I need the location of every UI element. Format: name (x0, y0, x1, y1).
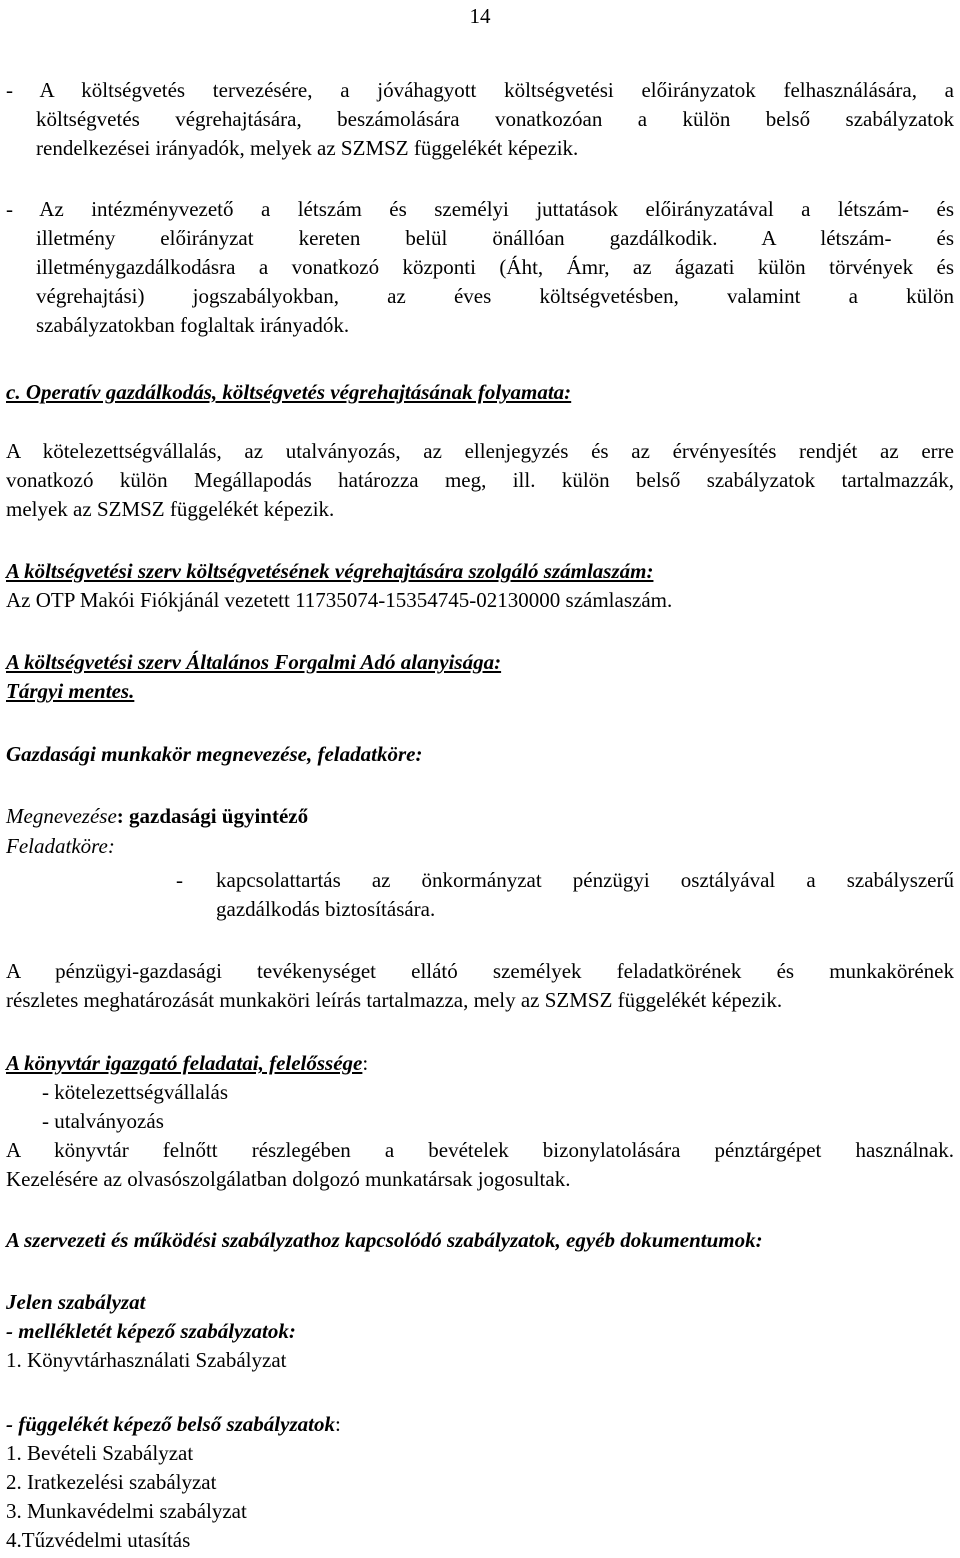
account-text: Az OTP Makói Fiókjánál vezetett 11735074-15354745-02130000 számlaszám. (6, 588, 673, 612)
job-name-row (6, 802, 954, 831)
library-heading: A könyvtár igazgató feladatai, felelőssége (6, 1051, 363, 1075)
job-tasks-label: Feladatköre: (6, 834, 115, 858)
account-section (6, 557, 954, 615)
paragraph-budget-planning (6, 76, 954, 163)
docs-appendix-heading: - függelékét képező belső szabályzatok (6, 1412, 335, 1436)
library-heading-colon: : (362, 1051, 369, 1075)
section-c-heading (6, 378, 954, 407)
section-heading-text: c. Operatív gazdálkodás, költségvetés végrehajtásának folyamata: (6, 380, 572, 404)
vat-value: Tárgyi mentes. (6, 679, 135, 703)
library-item: - kötelezettségvállalás (42, 1080, 228, 1104)
docs-appendix-item: 1. Bevételi Szabályzat (6, 1441, 194, 1465)
docs-appendix-item: 4.Tűzvédelmi utasítás (6, 1528, 191, 1552)
docs-current-block (6, 1288, 954, 1375)
docs-heading-text: A szervezeti és működési szabályzathoz kapcsolódó szabályzatok, egyéb dokumentumok: (6, 1228, 763, 1252)
paragraph-commitments (6, 437, 954, 524)
job-tasks-label-row (6, 832, 954, 861)
paragraph-financial-staff (6, 957, 954, 1015)
paragraph-headcount (6, 195, 954, 340)
text-line: költségvetés végrehajtására, beszámolására vonatkozóan a külön belső szabályzatok (36, 107, 954, 131)
job-name-value: gazdasági ügyintéző (129, 804, 309, 828)
job-name-label: Megnevezése (6, 804, 117, 828)
docs-annex-heading: - mellékletét képező szabályzatok: (6, 1319, 296, 1343)
account-heading: A költségvetési szerv költségvetésének végrehajtására szolgáló számlaszám: (6, 559, 654, 583)
text-line: A kötelezettségvállalás, az utalványozás, az ellenjegyzés és az érvényesítés rendjét az erre (6, 439, 954, 463)
library-section (6, 1049, 954, 1194)
text-line: illetmény előirányzat kereten belül önállóan gazdálkodik. A létszám- és (36, 226, 954, 250)
library-heading-row (6, 1049, 954, 1078)
docs-appendix-item: 3. Munkavédelmi szabályzat (6, 1499, 247, 1523)
docs-appendix-colon: : (334, 1412, 341, 1436)
vat-heading: A költségvetési szerv Általános Forgalmi Adó alanyisága: (6, 650, 502, 674)
text-line: A pénzügyi-gazdasági tevékenységet ellátó személyek feladatkörének és munkakörének (6, 959, 954, 983)
text-line: melyek az SZMSZ függelékét képezik. (6, 497, 335, 521)
docs-appendix-block (6, 1410, 954, 1555)
text-line: gazdálkodás biztosítására. (216, 897, 436, 921)
text-line: kapcsolattartás az önkormányzat pénzügyi osztályával a szabályszerű (216, 868, 954, 892)
text-line: Kezelésére az olvasószolgálatban dolgozó munkatársak jogosultak. (6, 1167, 571, 1191)
docs-annex-item: 1. Könyvtárhasználati Szabályzat (6, 1348, 287, 1372)
task-text (216, 866, 954, 924)
text-line: illetménygazdálkodásra a vonatkozó központi (Áht, Ámr, az ágazati külön törvények és (36, 255, 954, 279)
page-number: 14 (469, 4, 491, 28)
job-heading-text: Gazdasági munkakör megnevezése, feladatköre: (6, 742, 423, 766)
task-dash: - (176, 868, 183, 892)
text-line: szabályzatokban foglaltak irányadók. (36, 313, 350, 337)
text-line: A könyvtár felnőtt részlegében a bevételek bizonylatolására pénztárgépet használnak. (6, 1138, 954, 1162)
docs-heading (6, 1226, 954, 1255)
text-line: rendelkezései irányadók, melyek az SZMSZ függelékét képezik. (36, 136, 579, 160)
job-heading (6, 740, 954, 769)
text-line: - Az intézményvezető a létszám és személyi juttatások előirányzatával a létszám- és (6, 197, 954, 221)
text-line: - A költségvetés tervezésére, a jóváhagyott költségvetési előirányzatok felhasználására, a (6, 78, 954, 102)
library-item: - utalványozás (42, 1109, 164, 1133)
docs-current: Jelen szabályzat (6, 1290, 146, 1314)
vat-section (6, 648, 954, 706)
docs-appendix-heading-row (6, 1410, 954, 1439)
text-line: vonatkozó külön Megállapodás határozza meg, ill. külön belső szabályzatok tartalmazzák, (6, 468, 954, 492)
text-line: részletes meghatározását munkaköri leírás tartalmazza, mely az SZMSZ függelékét képezik. (6, 988, 783, 1012)
job-task-item (0, 866, 960, 926)
text-line: végrehajtási) jogszabályokban, az éves költségvetésben, valamint a külön (36, 284, 954, 308)
docs-appendix-item: 2. Iratkezelési szabályzat (6, 1470, 217, 1494)
job-name-colon: : (116, 804, 124, 828)
